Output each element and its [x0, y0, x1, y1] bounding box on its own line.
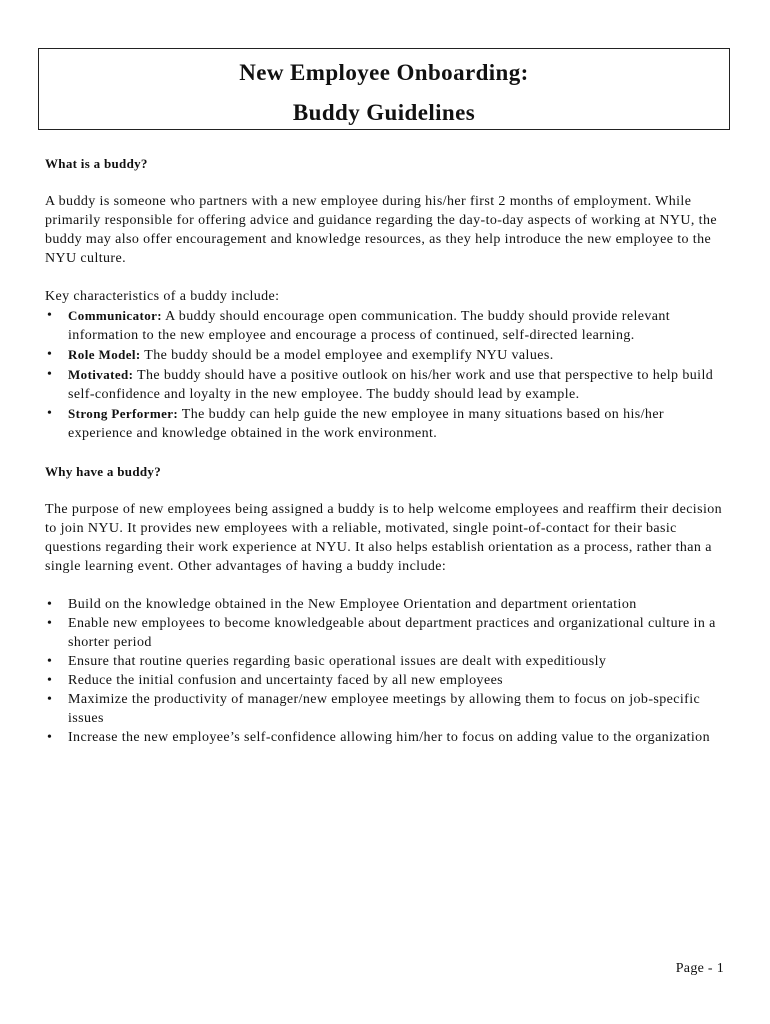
bullet-icon: •	[47, 730, 53, 745]
list-item: • Role Model: The buddy should be a model employee and exemplify NYU values.	[47, 347, 554, 363]
bullet-icon: •	[47, 347, 53, 362]
document-title: New Employee Onboarding:	[239, 60, 529, 85]
bullet-icon: •	[47, 308, 53, 323]
list-item: • Strong Performer: The buddy can help guide the new employee in many situations based on his/her experience and knowledge obtained in the work environment.	[47, 406, 664, 441]
characteristics-intro: Key characteristics of a buddy include:	[45, 289, 280, 304]
list-item: • Build on the knowledge obtained in the New Employee Orientation and department orientation	[47, 597, 637, 612]
bullet-icon: •	[47, 367, 53, 382]
list-item: • Maximize the productivity of manager/new employee meetings by allowing them to focus on job-specific issues	[47, 692, 701, 726]
bullet-icon: •	[47, 654, 53, 669]
list-item: • Enable new employees to become knowledgeable about department practices and organizational culture in a shorter period	[47, 616, 716, 650]
list-item: • Reduce the initial confusion and uncertainty faced by all new employees	[47, 673, 504, 688]
section-heading-what: What is a buddy?	[45, 156, 148, 171]
bullet-icon: •	[47, 406, 53, 421]
paragraph-why-have-buddy: The purpose of new employees being assigned a buddy is to help welcome employees and reaffirm their decision to join NYU. It provides new employees with a reliable, motivated, single point-of-contact for their basic questions regarding their work experience at NYU. It also helps establish orientation as a process, rather than a single learning event. Other advantages of having a buddy include:	[45, 502, 723, 574]
list-item: • Communicator: A buddy should encourage open communication. The buddy should provide relevant information to the new employee and encourage a process of continued, self-directed learning.	[47, 308, 671, 343]
title-box	[38, 48, 730, 130]
list-item: • Motivated: The buddy should have a positive outlook on his/her work and use that perspective to help build self-confidence and loyalty in the new employee. The buddy should lead by example.	[47, 367, 714, 402]
list-item: • Ensure that routine queries regarding basic operational issues are dealt with expeditiously	[47, 654, 607, 669]
advantages-list	[45, 595, 725, 747]
list-item: • Increase the new employee’s self-confidence allowing him/her to focus on adding value to the organization	[47, 730, 710, 745]
document-body	[45, 154, 725, 747]
bullet-icon: •	[47, 692, 53, 707]
paragraph-what-is-buddy: A buddy is someone who partners with a new employee during his/her first 2 months of employment. While primarily responsible for offering advice and guidance regarding the day-to-day aspects of working at NYU, the buddy may also offer encouragement and knowledge resources, as they help introduce the new employee to the NYU culture.	[45, 194, 717, 266]
section-heading-why: Why have a buddy?	[45, 464, 161, 479]
bullet-icon: •	[47, 597, 53, 612]
bullet-icon: •	[47, 673, 53, 688]
characteristics-list	[45, 306, 725, 443]
page-number: Page - 1	[675, 961, 724, 976]
document-subtitle: Buddy Guidelines	[292, 100, 476, 125]
bullet-icon: •	[47, 616, 53, 631]
